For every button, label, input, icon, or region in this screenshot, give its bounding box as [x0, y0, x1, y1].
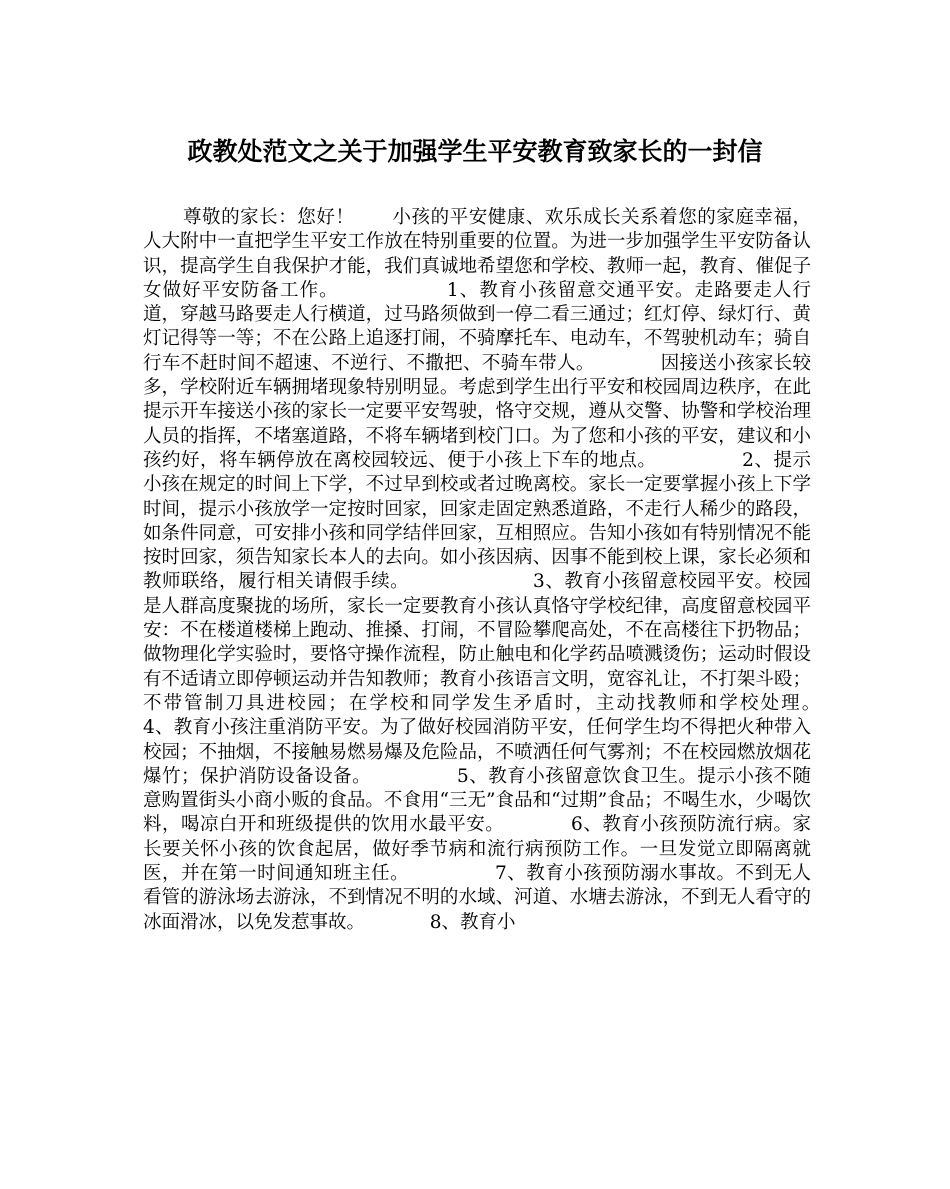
- document-title: 政教处范文之关于加强学生平安教育致家长的一封信: [187, 137, 763, 166]
- document-body-text: 尊敬的家长：您好！ 小孩的平安健康、欢乐成长关系着您的家庭幸福，人大附中一直把学生平安工作放在特别重要的位置。为进一步加强学生平安防备认识，提高学生自我保护才能，我们真诚地希望您和学校、教师一起，教育、催促子女做好平安防备工作。 1、教育小孩留意交通平安。走路要走人行道，穿越马路要走人行横道，过马路须做到一停二看三通过；红灯停、绿灯行、黄灯记得等一等；不在公路上追逐打闹，不骑摩托车、电动车，不驾驶机动车；骑自行车不赶时间不超速、不逆行、不撒把、不骑车带人。 因接送小孩家长较多，学校附近车辆拥堵现象特别明显。考虑到学生出行平安和校园周边秩序，在此提示开车接送小孩的家长一定要平安驾驶，恪守交规，遵从交警、协警和学校治理人员的指挥，不堵塞道路，不将车辆堵到校门口。为了您和小孩的平安，建议和小孩约好，将车辆停放在离校园较远、便于小孩上下车的地点。 2、提示小孩在规定的时间上下学，不过早到校或者过晚离校。家长一定要掌握小孩上下学时间，提示小孩放学一定按时回家，回家走固定熟悉道路，不走行人稀少的路段，如条件同意，可安排小孩和同学结伴回家，互相照应。告知小孩如有特别情况不能按时回家，须告知家长本人的去向。如小孩因病、因事不能到校上课，家长必须和教师联络，履行相关请假手续。 3、教育小孩留意校园平安。校园是人群高度聚拢的场所，家长一定要教育小孩认真恪守学校纪律，高度留意校园平安：不在楼道楼梯上跑动、推搡、打闹，不冒险攀爬高处，不在高楼往下扔物品；做物理化学实验时，要恪守操作流程，防止触电和化学药品喷溅烫伤；运动时假设有不适请立即停顿运动并告知教师；教育小孩语言文明，宽容礼让，不打架斗殴；不带管制刀具进校园；在学校和同学发生矛盾时，主动找教师和学校处理。 4、教育小孩注重消防平安。为了做好校园消防平安，任何学生均不得把火种带入校园；不抽烟，不接触易燃易爆及危险品，不喷洒任何气雾剂；不在校园燃放烟花爆竹；保护消防设备设备。 5、教育小孩留意饮食卫生。提示小孩不随意购置街头小商小贩的食品。不食用“三无”食品和“过期”食品；不喝生水，少喝饮料，喝凉白开和班级提供的饮用水最平安。 6、教育小孩预防流行病。家长要关怀小孩的饮食起居，做好季节病和流行病预防工作。一旦发觉立即隔离就医，并在第一时间通知班主任。 7、教育小孩预防溺水事故。不到无人看管的游泳场去游泳，不到情况不明的水域、河道、水塘去游泳，不到无人看守的冰面滑冰，以免发惹事故。 8、教育小: [143, 207, 904, 933]
